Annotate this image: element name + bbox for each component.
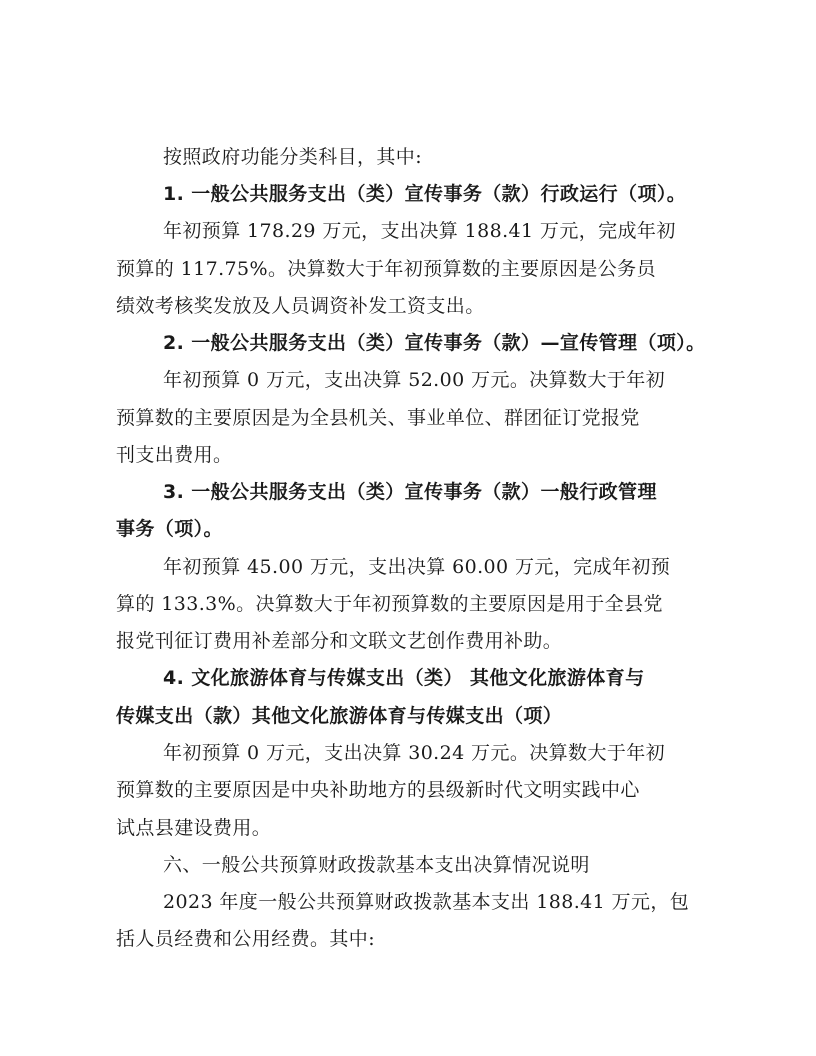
item-1-text-line-3: 绩效考核奖发放及人员调资补发工资支出。 [116, 295, 485, 317]
item-2-text-line-2: 预算数的主要原因是为全县机关、事业单位、群团征订党报党 [116, 407, 640, 429]
item-3-heading-line-2: 事务（项）。 [116, 518, 223, 540]
item-4-heading-line-1: 4. 文化旅游体育与传媒支出（类） 其他文化旅游体育与 [163, 667, 645, 689]
item-3-text-line-2: 算的 133.3%。决算数大于年初预算数的主要原因是用于全县党 [116, 593, 663, 615]
item-3-text-line-1: 年初预算 45.00 万元，支出决算 60.00 万元，完成年初预 [163, 556, 671, 578]
item-1-text-line-1: 年初预算 178.29 万元，支出决算 188.41 万元，完成年初 [163, 220, 676, 242]
item-2-heading: 2. 一般公共服务支出（类）宣传事务（款）—宣传管理（项）。 [163, 332, 706, 354]
item-4-text-line-2: 预算数的主要原因是中央补助地方的县级新时代文明实践中心 [116, 779, 640, 801]
section-6-text-line-2: 括人员经费和公用经费。其中: [116, 928, 376, 950]
item-2-text-line-1: 年初预算 0 万元，支出决算 52.00 万元。决算数大于年初 [163, 369, 666, 391]
item-3-heading-line-1: 3. 一般公共服务支出（类）宣传事务（款）一般行政管理 [163, 481, 657, 503]
item-2-text-line-3: 刊支出费用。 [116, 444, 233, 466]
item-1-heading: 1. 一般公共服务支出（类）宣传事务（款）行政运行（项）。 [163, 183, 687, 205]
item-4-text-line-3: 试点县建设费用。 [116, 817, 272, 839]
intro-line: 按照政府功能分类科目，其中: [163, 146, 423, 168]
section-6-heading: 六、一般公共预算财政拨款基本支出决算情况说明 [163, 854, 590, 876]
item-4-text-line-1: 年初预算 0 万元，支出决算 30.24 万元。决算数大于年初 [163, 742, 666, 764]
item-1-text-line-2: 预算的 117.75%。决算数大于年初预算数的主要原因是公务员 [116, 258, 656, 280]
section-6-text-line-1: 2023 年度一般公共预算财政拨款基本支出 188.41 万元，包 [163, 891, 690, 913]
item-3-text-line-3: 报党刊征订费用补差部分和文联文艺创作费用补助。 [116, 630, 563, 652]
item-4-heading-line-2: 传媒支出（款）其他文化旅游体育与传媒支出（项） [116, 705, 563, 727]
